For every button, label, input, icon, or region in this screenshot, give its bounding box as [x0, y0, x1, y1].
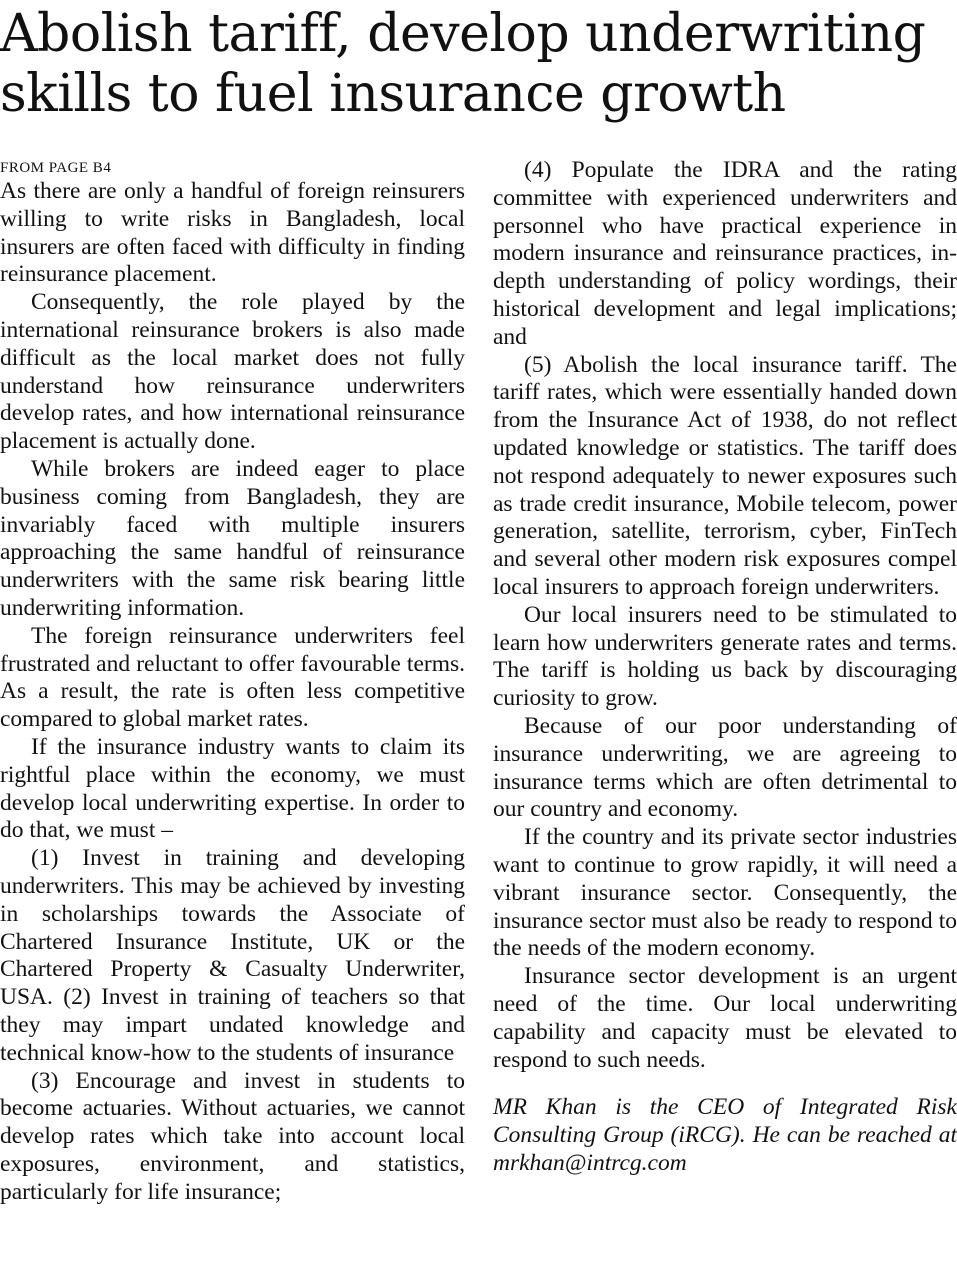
- body-paragraph: As there are only a handful of foreign reinsurers willing to write risks in Bangladesh, local insurers are often faced with difficulty in finding reinsurance placement.: [0, 178, 465, 288]
- body-paragraph: If the insurance industry wants to claim its rightful place within the economy, we must develop local underwriting expertise. In order to do that, we must –: [0, 733, 465, 844]
- headline-line-1: Abolish tariff, develop underwriting: [0, 4, 926, 64]
- body-paragraph: The foreign reinsurance underwriters feel frustrated and reluctant to offer favourable terms. As a result, the rate is often less competitive compared to global market rates.: [0, 622, 465, 733]
- article-headline: [0, 4, 957, 124]
- headline-line-2: skills to fuel insurance growth: [0, 64, 786, 124]
- body-paragraph: Consequently, the role played by the international reinsurance brokers is also made difficult as the local market does not fully understand how reinsurance underwriters develop rates, and how international reinsurance placement is actually done.: [0, 289, 465, 455]
- left-column: [0, 158, 465, 1206]
- body-paragraph: Insurance sector development is an urgent need of the time. Our local underwriting capability and capacity must be elevated to respond to such needs.: [493, 963, 957, 1073]
- right-column: [493, 157, 957, 1178]
- body-paragraph: While brokers are indeed eager to place business coming from Bangladesh, they are invariably faced with multiple insurers approaching the same handful of reinsurance underwriters with the same risk bearing little underwriting information.: [0, 455, 465, 621]
- body-paragraph: (1) Invest in training and developing underwriters. This may be achieved by investing in scholarships towards the Associate of Chartered Insurance Institute, UK or the Chartered Property & Casualty Underwriter, USA. (2) Invest in training of teachers so that they may impart undated knowledge and technical know-how to the students of insurance: [0, 845, 465, 1066]
- body-paragraph: If the country and its private sector industries want to continue to grow rapidly, it will need a vibrant insurance sector. Consequently, the insurance sector must also be ready to respond to the needs of the modern economy.: [493, 824, 957, 962]
- author-bio: MR Khan is the CEO of Integrated Risk Consulting Group (iRCG). He can be reached at mrkhan@intrcg.com: [493, 1094, 957, 1176]
- continuation-kicker: FROM PAGE B4: [0, 160, 112, 176]
- body-paragraph: (4) Populate the IDRA and the rating committee with experienced underwriters and personnel who have practical experience in modern insurance and reinsurance practices, in-depth understanding of policy wordings, their historical development and legal implications; and: [493, 157, 957, 350]
- body-paragraph: Because of our poor understanding of insurance underwriting, we are agreeing to insurance terms which are often detrimental to our country and economy.: [493, 712, 957, 823]
- body-paragraph: Our local insurers need to be stimulated to learn how underwriters generate rates and terms. The tariff is holding us back by discouraging curiosity to grow.: [493, 601, 957, 712]
- body-paragraph: (3) Encourage and invest in students to become actuaries. Without actuaries, we cannot develop rates which take into account local exposures, environment, and statistics, particularly for life insurance;: [0, 1067, 465, 1205]
- body-paragraph: (5) Abolish the local insurance tariff. The tariff rates, which were essentially handed down from the Insurance Act of 1938, do not reflect updated knowledge or statistics. The tariff does not respond adequately to newer exposures such as trade credit insurance, Mobile telecom, power generation, satellite, terrorism, cyber, FinTech and several other modern risk exposures compel local insurers to approach foreign underwriters.: [493, 351, 957, 600]
